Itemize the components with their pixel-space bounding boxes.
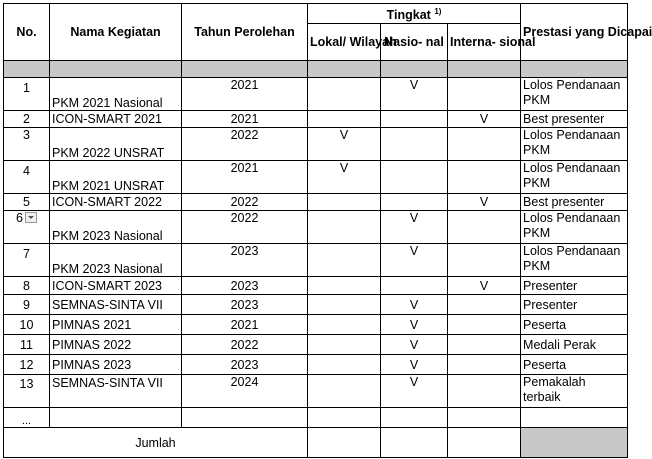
cell-internasional xyxy=(448,315,521,335)
table-row xyxy=(4,295,628,315)
header-nasional: Nasio- nal xyxy=(381,24,448,61)
cell-tahun: 2021 xyxy=(182,111,308,128)
header-prestasi: Prestasi yang Dicapai xyxy=(521,4,628,61)
table-row xyxy=(4,194,628,211)
cell-no: 3 xyxy=(4,128,50,161)
header-nama-kegiatan: Nama Kegiatan xyxy=(50,4,182,61)
cell-ellipsis: ... xyxy=(4,408,50,428)
cell-nasional xyxy=(381,111,448,128)
header-tingkat: Tingkat $^{1)}$ xyxy=(308,4,521,24)
cell-nasional: V xyxy=(381,211,448,244)
header-internasional: Interna- sional xyxy=(448,24,521,61)
cell-lokal xyxy=(308,355,381,375)
cell-total-internasional xyxy=(448,428,521,458)
table-row xyxy=(4,161,628,194)
cell-tahun: 2022 xyxy=(182,194,308,211)
cell-tahun: 2021 xyxy=(182,315,308,335)
table-row xyxy=(4,244,628,277)
cell-nama: PIMNAS 2023 xyxy=(50,355,182,375)
cell-nasional: V xyxy=(381,78,448,111)
cell-internasional xyxy=(448,161,521,194)
table-row xyxy=(4,111,628,128)
cell-internasional xyxy=(448,78,521,111)
cell-internasional xyxy=(448,375,521,408)
shaded-spacer-row xyxy=(4,61,628,78)
cell-prestasi: Medali Perak xyxy=(521,335,628,355)
cell-no: 7 xyxy=(4,244,50,277)
cell-nasional xyxy=(381,161,448,194)
header-tahun-perolehan: Tahun Perolehan xyxy=(182,4,308,61)
footer-row xyxy=(4,428,628,458)
cell-nasional: V xyxy=(381,295,448,315)
cell-prestasi: Lolos Pendanaan PKM xyxy=(521,161,628,194)
table-row xyxy=(4,375,628,408)
cell-nasional xyxy=(381,194,448,211)
table-row xyxy=(4,355,628,375)
tingkat-footnote-mark: 1) xyxy=(434,7,442,16)
cell-lokal xyxy=(308,244,381,277)
cell-nama: PKM 2023 Nasional xyxy=(50,244,182,277)
cell-lokal xyxy=(308,78,381,111)
ellipsis-row xyxy=(4,408,628,428)
cell-nama: ICON-SMART 2022 xyxy=(50,194,182,211)
cell-lokal xyxy=(308,315,381,335)
cell-tahun: 2022 xyxy=(182,128,308,161)
table-row xyxy=(4,335,628,355)
cell-tahun: 2023 xyxy=(182,244,308,277)
cell-lokal xyxy=(308,194,381,211)
cell-nama: SEMNAS-SINTA VII xyxy=(50,375,182,408)
cell-internasional xyxy=(448,244,521,277)
cell-jumlah: Jumlah xyxy=(4,428,308,458)
cell-internasional: V xyxy=(448,277,521,295)
cell-nasional xyxy=(381,277,448,295)
cell-prestasi: Peserta xyxy=(521,355,628,375)
cell-nama: PKM 2021 Nasional xyxy=(50,78,182,111)
cell-prestasi: Lolos Pendanaan PKM xyxy=(521,211,628,244)
cell-lokal xyxy=(308,277,381,295)
cell-lokal xyxy=(308,111,381,128)
table-row xyxy=(4,128,628,161)
achievements-table xyxy=(3,3,652,458)
cell-no: 12 xyxy=(4,355,50,375)
cell-nama: PKM 2021 UNSRAT xyxy=(50,161,182,194)
cell-tahun: 2023 xyxy=(182,295,308,315)
cell-nama: PIMNAS 2022 xyxy=(50,335,182,355)
cell-nama: PKM 2022 UNSRAT xyxy=(50,128,182,161)
table-row xyxy=(4,277,628,295)
cell-prestasi: Lolos Pendanaan PKM xyxy=(521,244,628,277)
cell-nasional: V xyxy=(381,355,448,375)
row-dropdown-icon[interactable] xyxy=(25,212,37,223)
cell-tahun: 2022 xyxy=(182,211,308,244)
cell-prestasi: Presenter xyxy=(521,295,628,315)
cell-lokal: V xyxy=(308,161,381,194)
cell-prestasi: Best presenter xyxy=(521,111,628,128)
cell-total-prestasi-shaded xyxy=(521,428,628,458)
cell-internasional: V xyxy=(448,111,521,128)
cell-no: 2 xyxy=(4,111,50,128)
cell-nasional: V xyxy=(381,244,448,277)
cell-nasional: V xyxy=(381,335,448,355)
cell-internasional xyxy=(448,128,521,161)
cell-no: 8 xyxy=(4,277,50,295)
cell-lokal xyxy=(308,375,381,408)
cell-no: 6 xyxy=(4,211,50,244)
cell-nama: PIMNAS 2021 xyxy=(50,315,182,335)
cell-lokal: V xyxy=(308,128,381,161)
table-row xyxy=(4,315,628,335)
cell-nasional xyxy=(381,128,448,161)
cell-tahun: 2023 xyxy=(182,355,308,375)
cell-nama: ICON-SMART 2023 xyxy=(50,277,182,295)
cell-tahun: 2024 xyxy=(182,375,308,408)
cell-no: 9 xyxy=(4,295,50,315)
cell-tahun: 2022 xyxy=(182,335,308,355)
cell-nasional: V xyxy=(381,375,448,408)
cell-no: 13 xyxy=(4,375,50,408)
cell-internasional xyxy=(448,335,521,355)
cell-total-nasional xyxy=(381,428,448,458)
cell-prestasi: Pemakalah terbaik xyxy=(521,375,628,408)
cell-lokal xyxy=(308,295,381,315)
cell-nasional: V xyxy=(381,315,448,335)
cell-no: 5 xyxy=(4,194,50,211)
cell-nama: PKM 2023 Nasional xyxy=(50,211,182,244)
cell-no: 10 xyxy=(4,315,50,335)
cell-internasional: V xyxy=(448,194,521,211)
cell-tahun: 2021 xyxy=(182,78,308,111)
cell-no: 4 xyxy=(4,161,50,194)
cell-tahun: 2023 xyxy=(182,277,308,295)
cell-nama: SEMNAS-SINTA VII xyxy=(50,295,182,315)
cell-lokal xyxy=(308,211,381,244)
cell-prestasi: Presenter xyxy=(521,277,628,295)
cell-prestasi: Lolos Pendanaan PKM xyxy=(521,128,628,161)
header-no: No. xyxy=(4,4,50,61)
cell-internasional xyxy=(448,355,521,375)
cell-internasional xyxy=(448,211,521,244)
cell-total-lokal xyxy=(308,428,381,458)
cell-lokal xyxy=(308,335,381,355)
table-row xyxy=(4,211,628,244)
cell-prestasi: Best presenter xyxy=(521,194,628,211)
header-lokal-wilayah: Lokal/ Wilayah xyxy=(308,24,381,61)
table-row xyxy=(4,78,628,111)
cell-tahun: 2021 xyxy=(182,161,308,194)
cell-no: 1 xyxy=(4,78,50,111)
cell-prestasi: Peserta xyxy=(521,315,628,335)
cell-nama: ICON-SMART 2021 xyxy=(50,111,182,128)
cell-no: 11 xyxy=(4,335,50,355)
cell-internasional xyxy=(448,295,521,315)
cell-prestasi: Lolos Pendanaan PKM xyxy=(521,78,628,111)
